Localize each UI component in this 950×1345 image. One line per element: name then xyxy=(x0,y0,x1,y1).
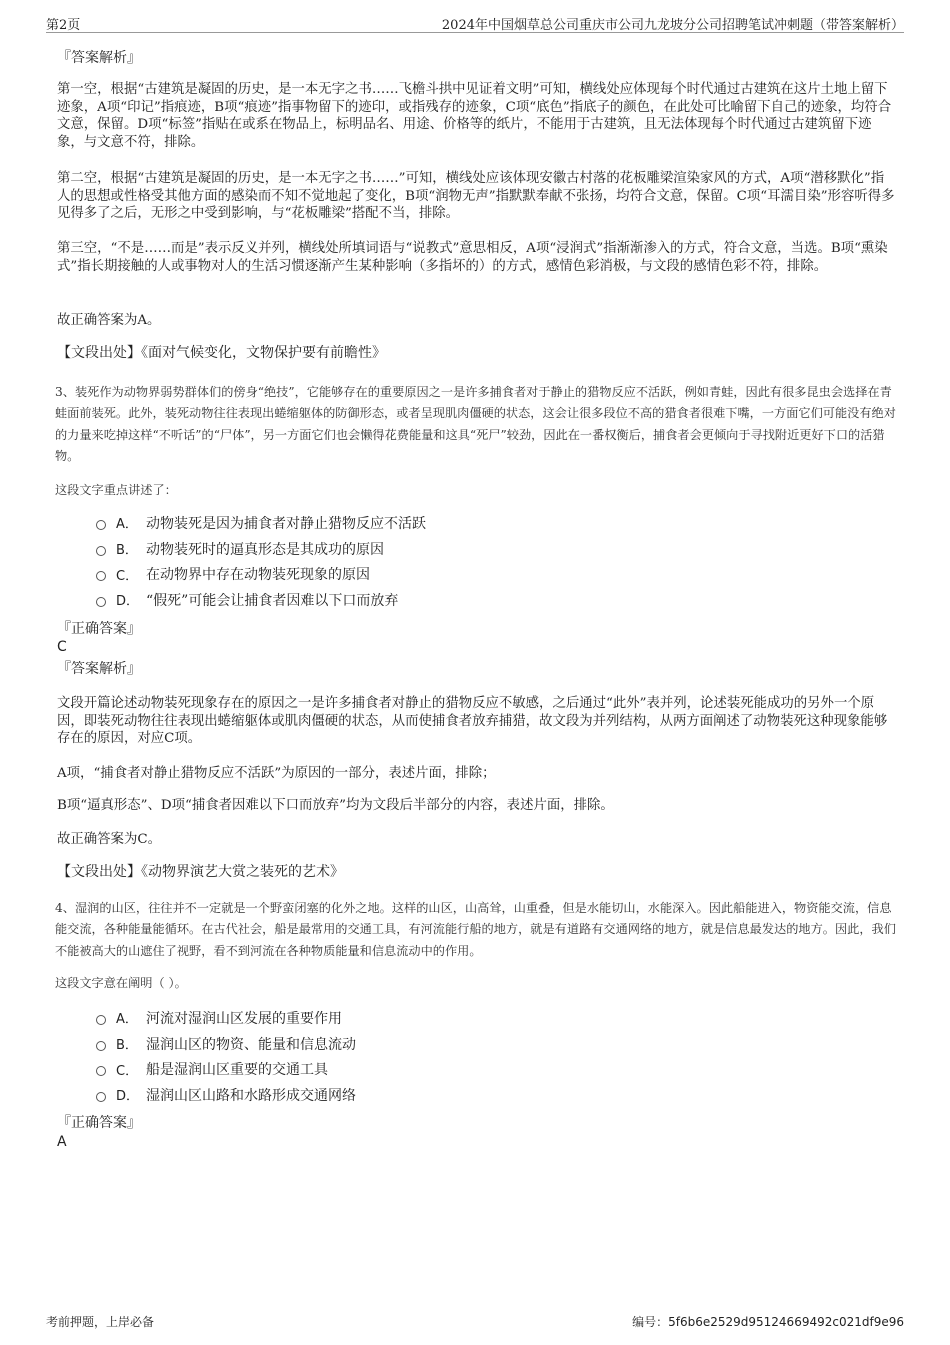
question-4-options xyxy=(96,1005,856,1108)
page-footer xyxy=(46,1313,904,1333)
analysis-conclusion: 故正确答案为A。 xyxy=(57,313,161,328)
analysis-label: 『答案解析』 xyxy=(57,50,141,66)
question-3-stem: 3、装死作为动物界弱势群体们的傍身“绝技”，它能够存在的重要原因之一是许多捕食者对于静止的猎物反应不活跃，例如青蛙，因此有很多昆虫会选择在青蛙面前装死。此外，装死动物往往表现出蜷缩躯体的防御形态，或者呈现肌肉僵硬的状态，这会让很多段位不高的猎食者很难下嘴，一方面它们可能没有绝对的力量来吃掉这样“不听话”的“尸体”，另一方面它们也会懒得花费能量和这具“死尸”较劲，因此在一番权衡后，捕食者会更倾向于寻找附近更好下口的活猎物。 xyxy=(55,385,896,464)
analysis-paragraph-3: 第三空，“不是……而是”表示反义并列，横线处所填词语与“说教式”意思相反，A项“浸润式”指渐渐渗入的方式，符合文意，当选。B项“熏染式”指长期接触的人或事物对人的生活习惯逐渐产生某种影响（多指坏的）的方式，感情色彩消极，与文段的感情色彩不符，排除。 xyxy=(57,241,888,274)
page-header xyxy=(46,12,904,33)
analysis-conclusion: 故正确答案为C。 xyxy=(57,832,161,847)
document-title: 2024年中国烟草总公司重庆市公司九龙坡分公司招聘笔试冲刺题（带答案解析） xyxy=(441,18,904,33)
question-4-stem: 4、湿润的山区，往往并不一定就是一个野蛮闭塞的化外之地。这样的山区，山高耸，山重叠，但是水能切山，水能深入。因此船能进入，物资能交流，信息能交流，各种能量能循环。在古代社会，船是最常用的交通工具，有河流能行船的地方，就是有道路有交通网络的地方，就是信息最发达的地方。因此，我们不能被高大的山遮住了视野，看不到河流在各种物质能量和信息流动中的作用。 xyxy=(55,901,896,958)
question-3-options xyxy=(96,510,856,613)
page-number: 第2页 xyxy=(46,18,81,33)
correct-answer-label: 『正确答案』 xyxy=(57,621,141,637)
question-4-prompt: 这段文字意在阐明（ ）。 xyxy=(55,976,187,990)
analysis-paragraph-2: A项，“捕食者对静止猎物反应不活跃”为原因的一部分，表述片面，排除； xyxy=(57,766,496,781)
option-b[interactable]: B． 动物装死时的逼真形态是其成功的原因 xyxy=(96,536,856,562)
radio-icon[interactable] xyxy=(96,1066,106,1076)
radio-icon[interactable] xyxy=(96,520,106,530)
radio-icon[interactable] xyxy=(96,571,106,581)
analysis-paragraph-1: 文段开篇论述动物装死现象存在的原因之一是许多捕食者对静止的猎物反应不敏感，之后通过“此外”表并列，论述装死能成功的另外一个原因，即装死动物往往表现出蜷缩躯体或肌肉僵硬的状态，从而使捕食者放弃捕猎，故文段为并列结构，从两方面阐述了动物装死这种现象能够存在的原因，对应C项。 xyxy=(57,696,888,746)
option-d[interactable]: D． 湿润山区山路和水路形成交通网络 xyxy=(96,1082,856,1108)
document-id: 编号：5f6b6e2529d95124669492c021df9e96 xyxy=(632,1315,904,1329)
option-c[interactable]: C． 在动物界中存在动物装死现象的原因 xyxy=(96,561,856,587)
option-c[interactable]: C． 船是湿润山区重要的交通工具 xyxy=(96,1056,856,1082)
analysis-paragraph-2: 第二空，根据“古建筑是凝固的历史，是一本无字之书……”可知，横线处应该体现安徽古村落的花板雕梁渲染家风的方式，A项“潜移默化”指人的思想或性格受其他方面的感染而不知不觉地起了变化，B项“润物无声”指默默奉献不张扬，均符合文意，保留。C项“耳濡目染”形容听得多见得多了之后，无形之中受到影响，与“花板雕梁”搭配不当，排除。 xyxy=(57,171,895,221)
radio-icon[interactable] xyxy=(96,1092,106,1102)
radio-icon[interactable] xyxy=(96,1041,106,1051)
radio-icon[interactable] xyxy=(96,597,106,607)
question-3-prompt: 这段文字重点讲述了： xyxy=(55,483,177,497)
correct-answer-value: A xyxy=(57,1134,67,1150)
radio-icon[interactable] xyxy=(96,546,106,556)
source-citation: 【文段出处】《面对气候变化，文物保护要有前瞻性》 xyxy=(57,345,386,361)
radio-icon[interactable] xyxy=(96,1015,106,1025)
source-citation: 【文段出处】《动物界演艺大赏之装死的艺术》 xyxy=(57,864,344,880)
footer-slogan: 考前押题，上岸必备 xyxy=(46,1315,155,1329)
analysis-paragraph-3: B项“逼真形态”、D项“捕食者因难以下口而放弃”均为文段后半部分的内容，表述片面，排除。 xyxy=(57,798,614,813)
correct-answer-value: C xyxy=(57,639,67,655)
analysis-paragraph-1: 第一空，根据“古建筑是凝固的历史，是一本无字之书……飞檐斗拱中见证着文明”可知，横线处应体现每个时代通过古建筑在这片土地上留下迹象，A项“印记”指痕迹，B项“痕迹”指事物留下的迹印，或指残存的迹象，C项“底色”指底子的颜色，在此处可比喻留下自己的迹象，均符合文意，保留。D项“标签”指贴在或系在物品上，标明品名、用途、价格等的纸片，不能用于古建筑，且无法体现每个时代通过古建筑留下迹象，与文意不符，排除。 xyxy=(57,82,892,150)
option-b[interactable]: B． 湿润山区的物资、能量和信息流动 xyxy=(96,1031,856,1057)
option-a[interactable]: A． 动物装死是因为捕食者对静止猎物反应不活跃 xyxy=(96,510,856,536)
option-a[interactable]: A． 河流对湿润山区发展的重要作用 xyxy=(96,1005,856,1031)
correct-answer-label: 『正确答案』 xyxy=(57,1115,141,1131)
analysis-label: 『答案解析』 xyxy=(57,661,141,677)
option-d[interactable]: D． “假死”可能会让捕食者因难以下口而放弃 xyxy=(96,587,856,613)
